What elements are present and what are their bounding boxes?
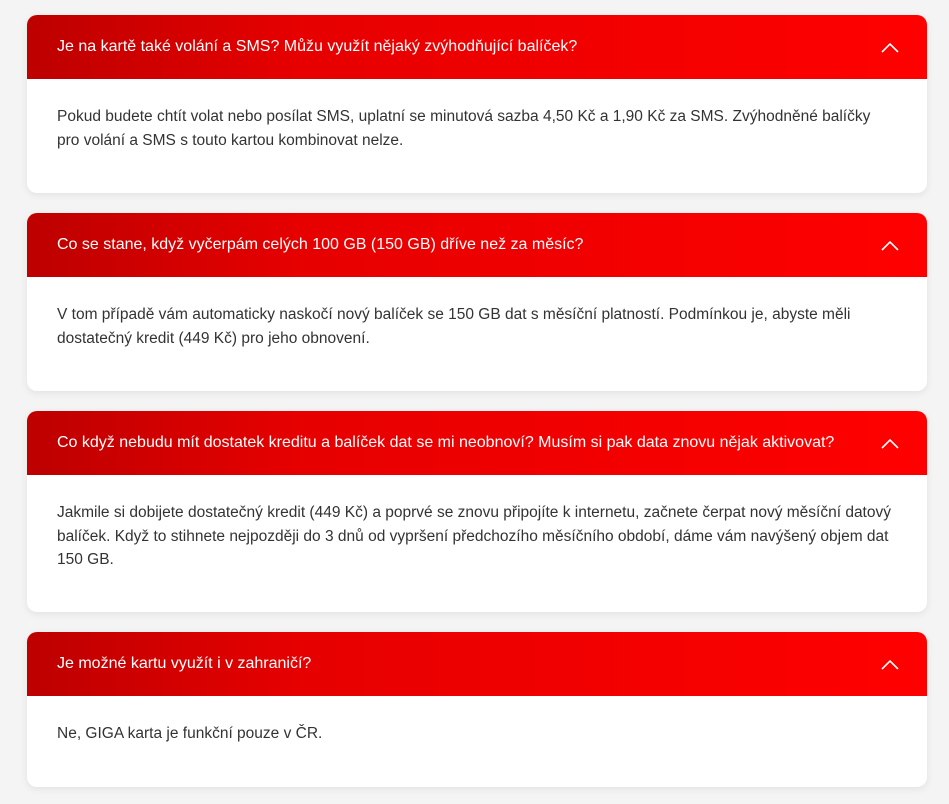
faq-question: Co když nebudu mít dostatek kreditu a balíček dat se mi neobnoví? Musím si pak data znovu nějak aktivovat?	[57, 434, 835, 451]
faq-answer: V tom případě vám automaticky naskočí nový balíček se 150 GB dat s měsíční platností. Podmínkou je, abyste měli dostatečný kredit (449 Kč) pro jeho obnovení.	[57, 306, 851, 347]
chevron-up-icon	[881, 658, 899, 670]
faq-item	[27, 15, 927, 193]
faq-question-toggle[interactable]	[27, 411, 927, 475]
chevron-up-icon	[881, 41, 899, 53]
faq-question: Je možné kartu využít i v zahraničí?	[57, 655, 312, 672]
faq-question-toggle[interactable]	[27, 632, 927, 696]
faq-item	[27, 411, 927, 612]
faq-answer-panel	[27, 475, 927, 572]
faq-answer: Ne, GIGA karta je funkční pouze v ČR.	[57, 725, 323, 742]
faq-question: Je na kartě také volání a SMS? Můžu využít nějaký zvýhodňující balíček?	[57, 38, 578, 55]
chevron-up-icon	[881, 437, 899, 449]
faq-question: Co se stane, když vyčerpám celých 100 GB (150 GB) dříve než za měsíc?	[57, 236, 584, 253]
faq-question-toggle[interactable]	[27, 15, 927, 79]
faq-item	[27, 632, 927, 787]
faq-item	[27, 213, 927, 391]
chevron-up-icon	[881, 239, 899, 251]
faq-answer: Pokud budete chtít volat nebo posílat SMS, uplatní se minutová sazba 4,50 Kč a 1,90 Kč za SMS. Zvýhodněné balíčky pro volání a SMS s touto kartou kombinovat nelze.	[57, 108, 871, 149]
faq-answer-panel	[27, 696, 927, 746]
faq-answer-panel	[27, 79, 927, 152]
faq-answer-panel	[27, 277, 927, 350]
faq-answer: Jakmile si dobijete dostatečný kredit (449 Kč) a poprvé se znovu připojíte k internetu, začnete čerpat nový měsíční datový balíček. Když to stihnete nejpozději do 3 dnů od vypršení předchozího měsíčního období, dáme vám navýšený objem dat 150 GB.	[57, 504, 891, 568]
faq-question-toggle[interactable]	[27, 213, 927, 277]
